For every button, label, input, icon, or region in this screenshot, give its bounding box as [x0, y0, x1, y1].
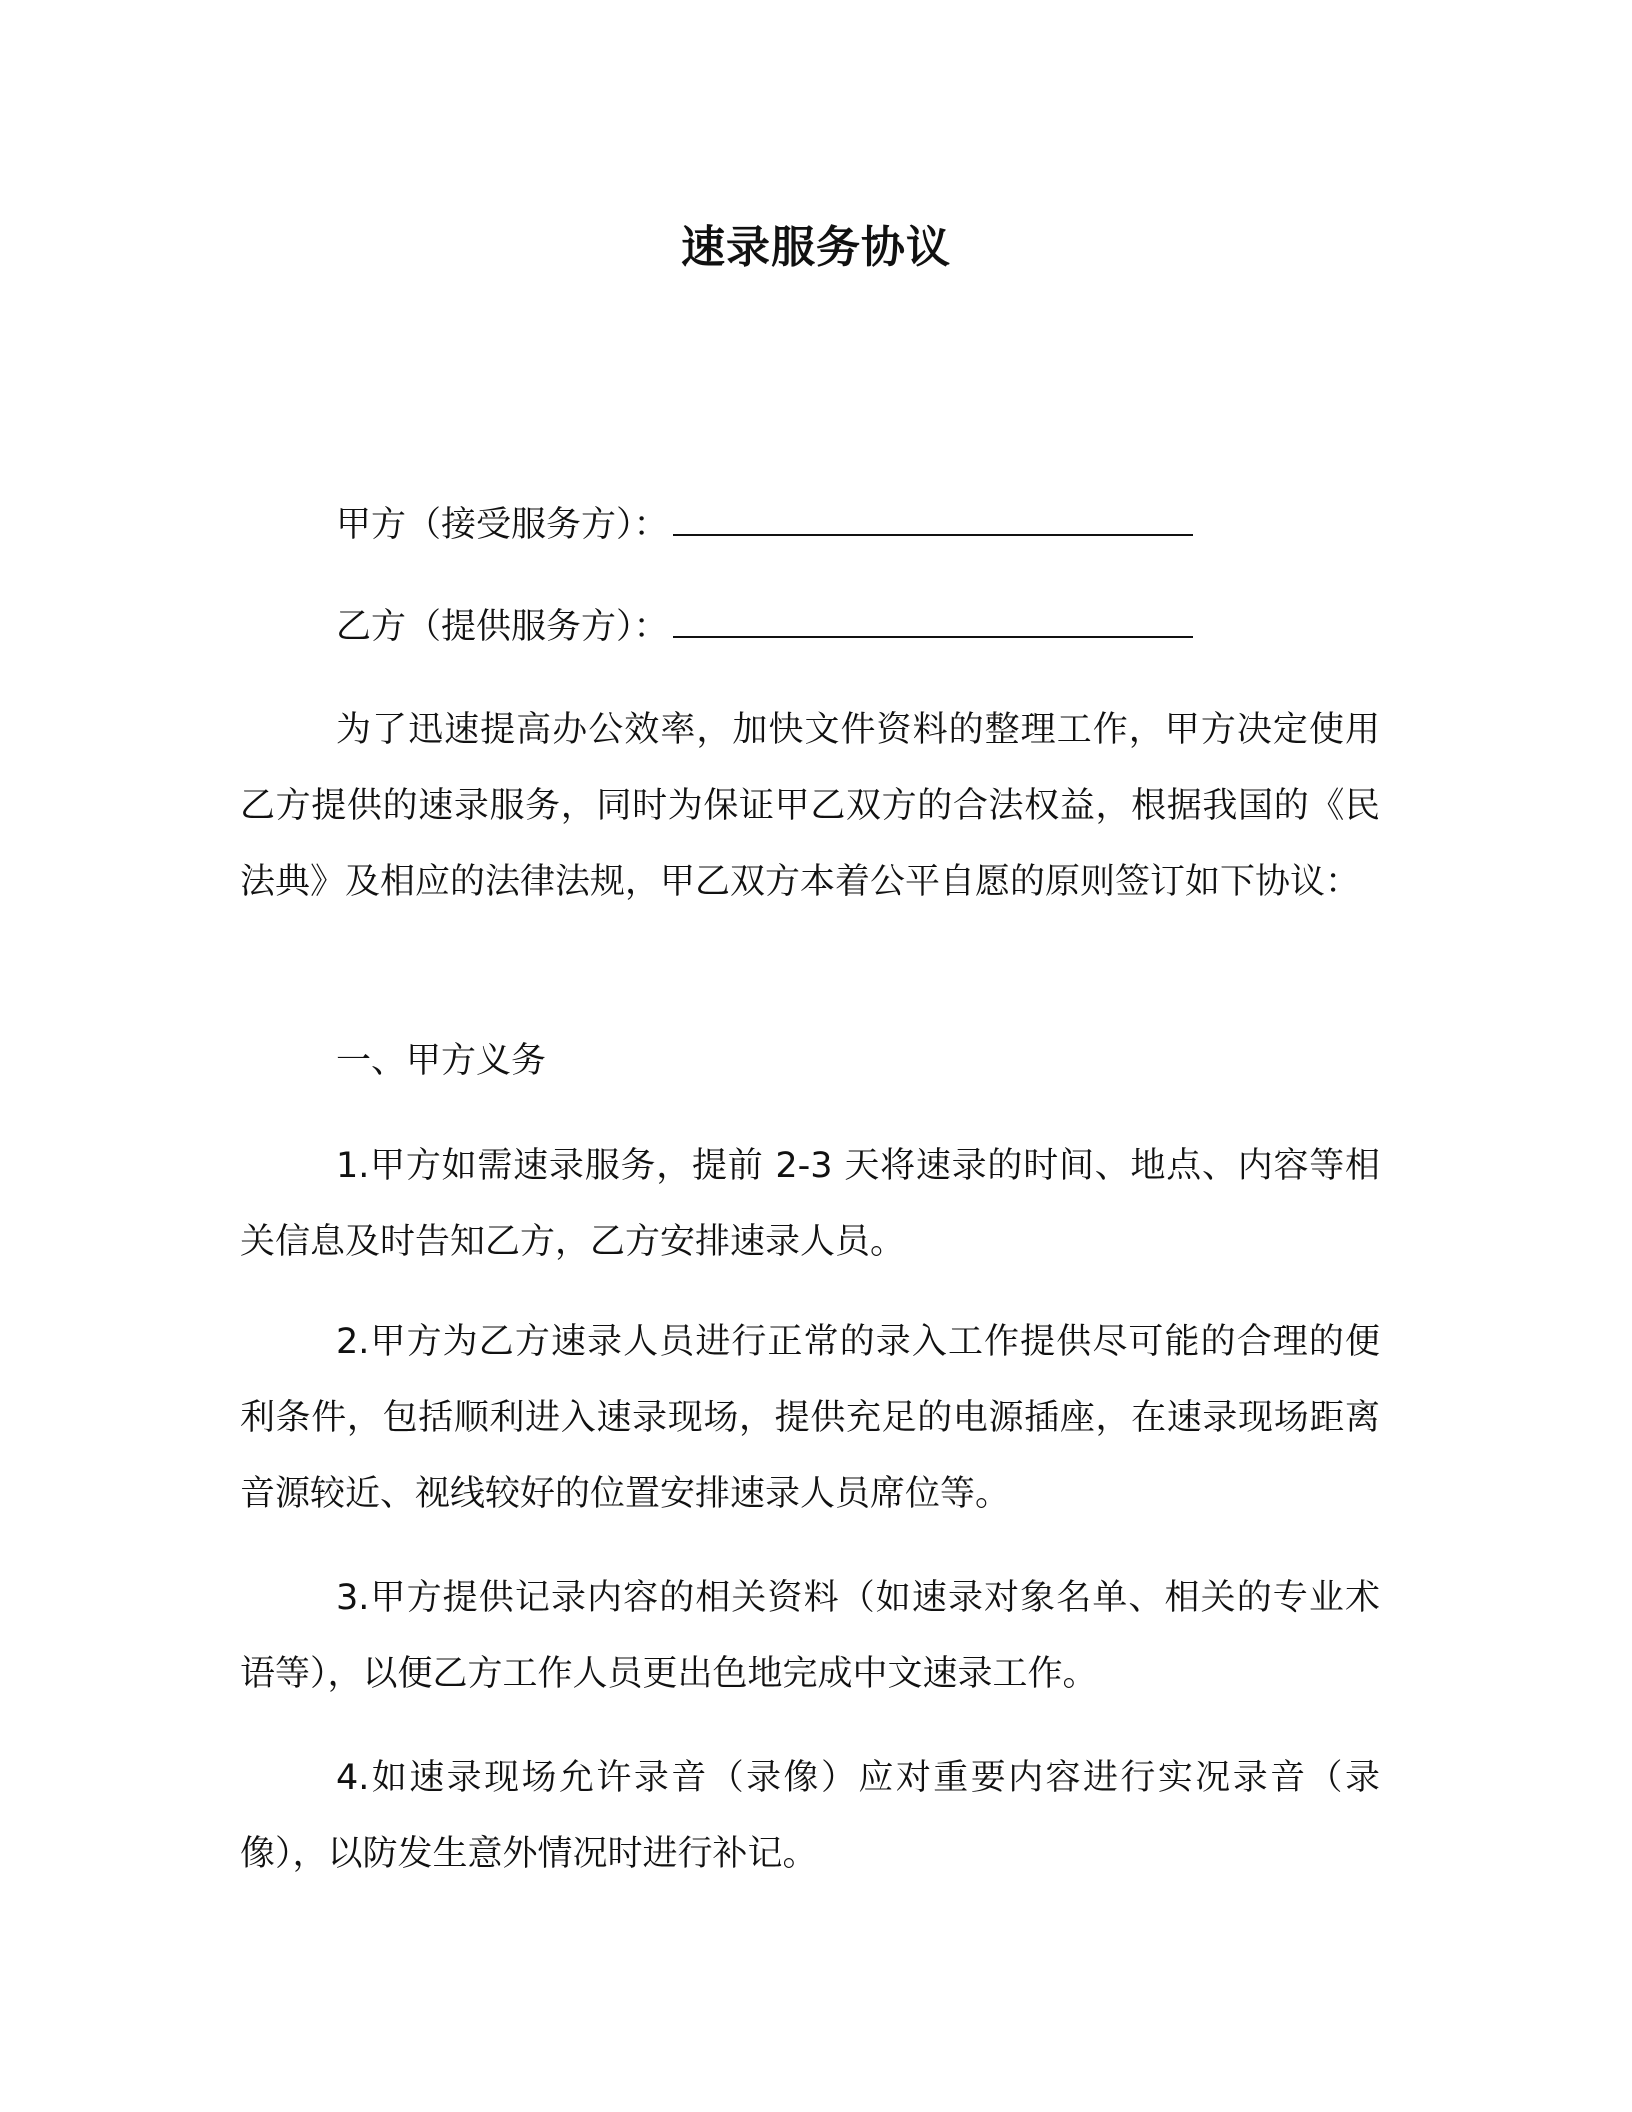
party-a-line [336, 500, 1193, 550]
clause-4: 4.如速录现场允许录音（录像）应对重要内容进行实况录音（录像），以防发生意外情况时进行补记。 [240, 1758, 1380, 1874]
clause-2: 2.甲方为乙方速录人员进行正常的录入工作提供尽可能的合理的便利条件，包括顺利进入速录现场，提供充足的电源插座，在速录现场距离音源较近、视线较好的位置安排速录人员席位等。 [240, 1322, 1380, 1514]
party-b-label: 乙方（提供服务方）： [336, 607, 669, 647]
party-b-line [336, 602, 1193, 652]
intro-paragraph: 为了迅速提高办公效率，加快文件资料的整理工作，甲方决定使用乙方提供的速录服务，同时为保证甲乙双方的合法权益，根据我国的《民法典》及相应的法律法规，甲乙双方本着公平自愿的原则签订如下协议： [240, 710, 1380, 902]
document-title: 速录服务协议 [681, 222, 951, 273]
clause-1: 1.甲方如需速录服务，提前 2-3 天将速录的时间、地点、内容等相关信息及时告知乙方，乙方安排速录人员。 [240, 1146, 1380, 1262]
party-b-blank[interactable] [673, 602, 1193, 638]
party-a-label: 甲方（接受服务方）： [336, 505, 669, 545]
section-heading: 一、甲方义务 [336, 1041, 547, 1081]
clause-3: 3.甲方提供记录内容的相关资料（如速录对象名单、相关的专业术语等），以便乙方工作人员更出色地完成中文速录工作。 [240, 1578, 1380, 1694]
party-a-blank[interactable] [673, 500, 1193, 536]
